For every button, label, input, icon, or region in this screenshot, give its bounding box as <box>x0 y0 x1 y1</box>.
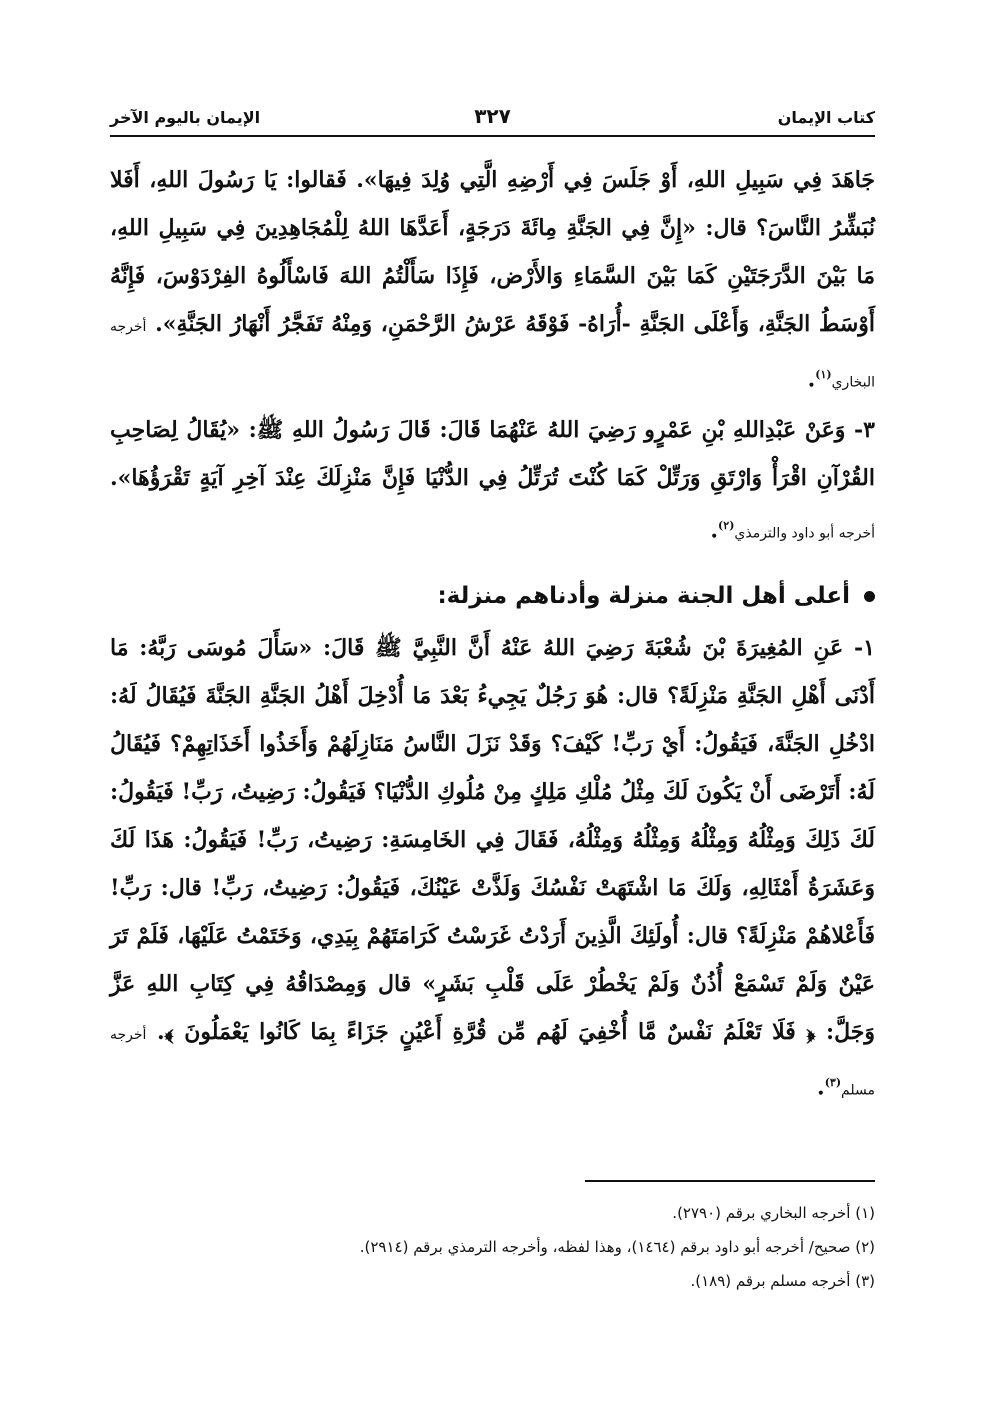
section-heading <box>110 572 875 620</box>
paragraph-hadith-3: ٣- وَعَنْ عَبْدِاللهِ بْنِ عَمْرٍو رَضِيَ اللهُ عَنْهُمَا قَالَ: قَالَ رَسُولُ اللهِ ﷺ: «يُقَالُ لِصَاحِبِ القُرْآنِ اقْرَأْ وَارْتَقِ وَرَتِّلْ كَمَا كُنْتَ تُرَتِّلُ فِي الدُّنْيَا فَإِنَّ مَنْزِلَكَ عِنْدَ آخِرِ آيَةٍ تَقْرَؤُهَا». أخرجه أبو داود والترمذي$^{(٢)}$. <box>110 406 875 557</box>
footnote-divider <box>585 1180 875 1182</box>
header-divider <box>110 135 875 137</box>
paragraph-hadith-1: ١- عَنِ المُغِيرَةَ بْنَ شُعْبَةَ رَضِيَ اللهُ عَنْهُ أَنَّ النَّبِيَّ ﷺ قَالَ: «سَأَلَ مُوسَى رَبَّهُ: مَا أَدْنَى أَهْلِ الجَنَّةِ مَنْزِلَةً؟ قال: هُوَ رَجُلٌ يَجِيءُ بَعْدَ مَا أُدْخِلَ أَهْلُ الجَنَّةِ الجَنَّةَ فَيُقَالُ لَهُ: ادْخُلِ الجَنَّةَ، فَيَقُولُ: أَيْ رَبِّ! كَيْفَ؟ وَقَدْ نَزَلَ النَّاسُ مَنَازِلَهُمْ وَأَخَذُوا أَخَذَاتِهِمْ؟ فَيُقَالُ لَهُ: أَتَرْضَى أَنْ يَكُونَ لَكَ مِثْلُ مُلْكِ مَلِكٍ مِنْ مُلُوكِ الدُّنْيَا؟ فَيَقُولُ: رَضِيتُ، رَبِّ! فَيَقُولُ: لَكَ ذَلِكَ وَمِثْلُهُ وَمِثْلُهُ وَمِثْلُهُ وَمِثْلُهُ، فَقَالَ فِي الخَامِسَةِ: رَضِيتُ، رَبِّ! فَيَقُولُ: هَذَا لَكَ وَعَشَرَةُ أَمْثَالِهِ، وَلَكَ مَا اشْتَهَتْ نَفْسُكَ وَلَذَّتْ عَيْنُكَ، فَيَقُولُ: رَضِيتُ، رَبِّ! قال: رَبِّ! فَأَعْلاهُمْ مَنْزِلَةً؟ قال: أُولَئِكَ الَّذِينَ أَرَدْتُ غَرَسْتُ كَرَامَتَهُمْ بِيَدِي، وَخَتَمْتُ عَلَيْهَا، فَلَمْ تَرَ عَيْنٌ وَلَمْ تَسْمَعْ أُذُنٌ وَلَمْ يَخْطُرْ عَلَى قَلْبِ بَشَرٍ» قال وَمِصْدَاقُهُ فِي كِتَابِ اللهِ عَزَّ وَجَلَّ: ﴿ فَلَا تَعْلَمُ نَفْسٌ مَّا أُخْفِيَ لَهُم مِّن قُرَّةِ أَعْيُنٍ جَزَاءً بِمَا كَانُوا يَعْمَلُونَ ﴾. أخرجه مسلم$^{(٣)}$. <box>110 624 875 1114</box>
section-heading-text: أعلى أهل الجنة منزلة وأدناهم منزلة: <box>437 582 850 609</box>
source-note: أخرجه مسلم <box>110 1026 875 1098</box>
hadith-text: عَنِ المُغِيرَةَ بْنَ شُعْبَةَ رَضِيَ اللهُ عَنْهُ أَنَّ النَّبِيَّ ﷺ قَالَ: «سَأَلَ مُوسَى رَبَّهُ: مَا أَدْنَى أَهْلِ الجَنَّةِ مَنْزِلَةً؟ قال: هُوَ رَجُلٌ يَجِيءُ بَعْدَ مَا أُدْخِلَ أَهْلُ الجَنَّةِ الجَنَّةَ فَيُقَالُ لَهُ: ادْخُلِ الجَنَّةَ، فَيَقُولُ: أَيْ رَبِّ! كَيْفَ؟ وَقَدْ نَزَلَ النَّاسُ مَنَازِلَهُمْ وَأَخَذُوا أَخَذَاتِهِمْ؟ فَيُقَالُ لَهُ: أَتَرْضَى أَنْ يَكُونَ لَكَ مِثْلُ مُلْكِ مَلِكٍ مِنْ مُلُوكِ الدُّنْيَا؟ فَيَقُولُ: رَضِيتُ، رَبِّ! فَيَقُولُ: لَكَ ذَلِكَ وَمِثْلُهُ وَمِثْلُهُ وَمِثْلُهُ وَمِثْلُهُ، فَقَالَ فِي الخَامِسَةِ: رَضِيتُ، رَبِّ! فَيَقُولُ: هَذَا لَكَ وَعَشَرَةُ أَمْثَالِهِ، وَلَكَ مَا اشْتَهَتْ نَفْسُكَ وَلَذَّتْ عَيْنُكَ، فَيَقُولُ: رَضِيتُ، رَبِّ! قال: رَبِّ! فَأَعْلاهُمْ مَنْزِلَةً؟ قال: أُولَئِكَ الَّذِينَ أَرَدْتُ غَرَسْتُ كَرَامَتَهُمْ بِيَدِي، وَخَتَمْتُ عَلَيْهَا، فَلَمْ تَرَ عَيْنٌ وَلَمْ تَسْمَعْ أُذُنٌ وَلَمْ يَخْطُرْ عَلَى قَلْبِ بَشَرٍ» قال وَمِصْدَاقُهُ فِي كِتَابِ اللهِ عَزَّ وَجَلَّ: <box>110 634 875 1045</box>
paragraph-hadith-continued: جَاهَدَ فِي سَبِيلِ اللهِ، أَوْ جَلَسَ فِي أَرْضِهِ الَّتِي وُلِدَ فِيهَا». فَقالوا: يَا رَسُولَ اللهِ، أَفَلا نُبَشِّرُ النَّاسَ؟ قال: «إِنَّ فِي الجَنَّةِ مِائَةَ دَرَجَةٍ، أَعَدَّهَا اللهُ لِلْمُجَاهِدِينَ فِي سَبِيلِ اللهِ، مَا بَيْنَ الدَّرَجَتَيْنِ كَمَا بَيْنَ السَّمَاءِ وَالأَرْض، فَإِذَا سَأَلْتُمُ اللهَ فَاسْأَلُوهُ الفِرْدَوْسَ، فَإِنَّهُ أَوْسَطُ الجَنَّةِ، وَأَعْلَى الجَنَّةِ -أُرَاهُ- فَوْقَهُ عَرْشُ الرَّحْمَنِ، وَمِنْهُ تَفَجَّرُ أَنْهَارُ الجَنَّةِ». أخرجه البخاري$^{(١)}$. <box>110 167 875 393</box>
source-note: أخرجه البخاري <box>110 319 875 391</box>
chapter-title: الإيمان باليوم الآخر <box>110 108 261 127</box>
footnote-ref[interactable]: (٢) <box>718 519 735 533</box>
source-note: أخرجه أبو داود والترمذي <box>734 525 875 542</box>
page-number: ٣٢٧ <box>474 104 511 128</box>
footnote-1: (١) أخرجه البخاري برقم (٢٧٩٠). <box>672 1204 875 1222</box>
hadith-text: وَعَنْ عَبْدِاللهِ بْنِ عَمْرٍو رَضِيَ اللهُ عَنْهُمَا قَالَ: قَالَ رَسُولُ اللهِ ﷺ: «يُقَالُ لِصَاحِبِ القُرْآنِ اقْرَأْ وَارْتَقِ وَرَتِّلْ كَمَا كُنْتَ تُرَتِّلُ فِي الدُّنْيَا فَإِنَّ مَنْزِلَكَ عِنْدَ آخِرِ آيَةٍ تَقْرَؤُهَا». <box>110 417 876 492</box>
book-title: كتاب الإيمان <box>777 108 875 127</box>
footnote-2: (٢) صحيح/ أخرجه أبو داود برقم (١٤٦٤)، وهذا لفظه، وأخرجه الترمذي برقم (٢٩١٤). <box>359 1238 875 1256</box>
hadith-number: ٣- <box>854 417 875 444</box>
page-header <box>110 104 875 134</box>
bullet-icon <box>864 591 875 602</box>
footnote-ref[interactable]: (٣) <box>824 1075 842 1089</box>
main-text <box>110 156 875 1114</box>
hadith-number: ١- <box>854 634 875 661</box>
footnote-3: (٣) أخرجه مسلم برقم (١٨٩). <box>690 1272 875 1290</box>
quran-verse: ﴿ فَلَا تَعْلَمُ نَفْسٌ مَّا أُخْفِيَ لَهُم مِّن قُرَّةِ أَعْيُنٍ جَزَاءً بِمَا كَانُوا يَعْمَلُونَ ﴾. <box>157 1018 816 1045</box>
hadith-text: جَاهَدَ فِي سَبِيلِ اللهِ، أَوْ جَلَسَ فِي أَرْضِهِ الَّتِي وُلِدَ فِيهَا». فَقالوا: يَا رَسُولَ اللهِ، أَفَلا نُبَشِّرُ النَّاسَ؟ قال: «إِنَّ فِي الجَنَّةِ مِائَةَ دَرَجَةٍ، أَعَدَّهَا اللهُ لِلْمُجَاهِدِينَ فِي سَبِيلِ اللهِ، مَا بَيْنَ الدَّرَجَتَيْنِ كَمَا بَيْنَ السَّمَاءِ وَالأَرْض، فَإِذَا سَأَلْتُمُ اللهَ فَاسْأَلُوهُ الفِرْدَوْسَ، فَإِنَّهُ أَوْسَطُ الجَنَّةِ، وَأَعْلَى الجَنَّةِ -أُرَاهُ- فَوْقَهُ عَرْشُ الرَّحْمَنِ، وَمِنْهُ تَفَجَّرُ أَنْهَارُ الجَنَّةِ». <box>110 167 875 337</box>
footnote-ref[interactable]: (١) <box>815 368 832 381</box>
footnotes <box>110 1196 875 1298</box>
